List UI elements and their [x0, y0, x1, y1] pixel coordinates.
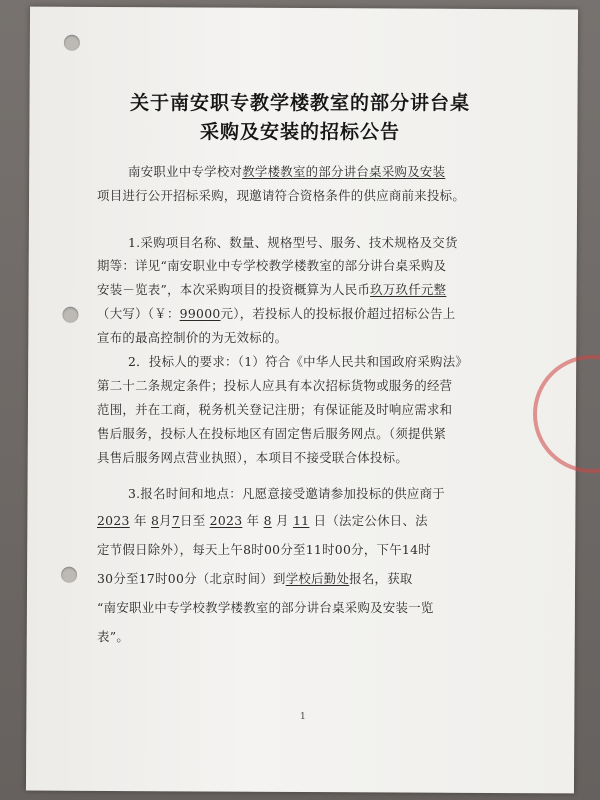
underlined-amount: 99000 [179, 306, 221, 321]
paragraph-3-line1: 2．投标人的要求：（1）符合《中华人民共和国政府采购法》 [128, 354, 469, 369]
text: 南安职业中专学校对 [128, 164, 243, 179]
text: 年 [133, 513, 147, 528]
paragraph-2-line2: 期等：详见“南安职业中专学校教学楼教室的部分讲台桌采购及 [97, 258, 447, 273]
text: （大写）（￥： [97, 306, 180, 321]
page-number: 1 [300, 712, 306, 722]
paragraph-4-line1: 3.报名时间和地点：凡愿意接受邀请参加投标的供应商于 [128, 486, 445, 501]
paragraph-2-line1: 1.采购项目名称、数量、规格型号、服务、技术规格及交货 [128, 235, 458, 250]
paragraph-4-line4 [97, 569, 507, 587]
document-title-line2: 采购及安装的招标公告 [199, 121, 400, 143]
document-title-line1: 关于南安职专教学楼教室的部分讲台桌 [129, 92, 470, 114]
paragraph-4-line5: “南安职业中专学校教学楼教室的部分讲台桌采购及安装一览 [97, 600, 434, 615]
underlined-day: 11 [292, 513, 310, 528]
text: 30分至17时00分（北京时间）到 [97, 571, 286, 586]
underlined-year: 2023 [97, 513, 130, 528]
text: 报名，获取 [349, 571, 413, 586]
underlined-text: 教学楼教室的部分讲台桌采购及安装 [242, 164, 446, 179]
text: 安装－览表”，本次采购项目的投资概算为人民币 [97, 282, 371, 297]
text: 月 [159, 513, 172, 528]
text: 日 [313, 513, 327, 528]
paragraph-3-line4: 售后服务，投标人在投标地区有固定售后服务网点。（须提供紧 [97, 426, 447, 441]
text: 日至 [180, 513, 206, 528]
underlined-month: 8 [263, 513, 272, 528]
underlined-month: 8 [150, 513, 160, 528]
paragraph-1-line2: 项目进行公开招标采购，现邀请符合资格条件的供应商前来投标。 [97, 188, 466, 203]
underlined-location: 学校后勤处 [285, 571, 350, 586]
paragraph-3-line5: 具售后服务网点营业执照），本项目不接受联合体投标。 [97, 450, 409, 465]
paragraph-4-line3: 定节假日除外），每天上午8时00分至11时00分，下午14时 [97, 542, 431, 557]
paragraph-2-line4 [97, 304, 507, 322]
paragraph-3-line2: 第二十二条规定条件；投标人应具有本次招标货物或服务的经营 [97, 378, 453, 393]
paragraph-1-line1 [128, 162, 508, 180]
underlined-day: 7 [171, 513, 181, 528]
punch-hole-icon [64, 35, 80, 51]
text: 年 [246, 513, 260, 528]
paragraph-2-line3 [97, 280, 507, 298]
paragraph-3-line3: 范围，并在工商，税务机关登记注册；有保证能及时响应需求和 [97, 402, 453, 417]
text: 元），若投标人的投标报价超过招标公告上 [220, 306, 456, 321]
underlined-text: 玖万玖仟元整 [370, 282, 447, 297]
text: 月 [276, 513, 289, 528]
underlined-year: 2023 [209, 513, 243, 528]
paragraph-4-line2 [97, 511, 507, 529]
punch-hole-icon [62, 307, 78, 323]
paragraph-2-line5: 宣布的最高控制价的为无效标的。 [97, 330, 288, 345]
paragraph-4-line6: 表”。 [97, 629, 130, 644]
text: （法定公休日、法 [326, 513, 428, 528]
punch-hole-icon [61, 567, 77, 583]
